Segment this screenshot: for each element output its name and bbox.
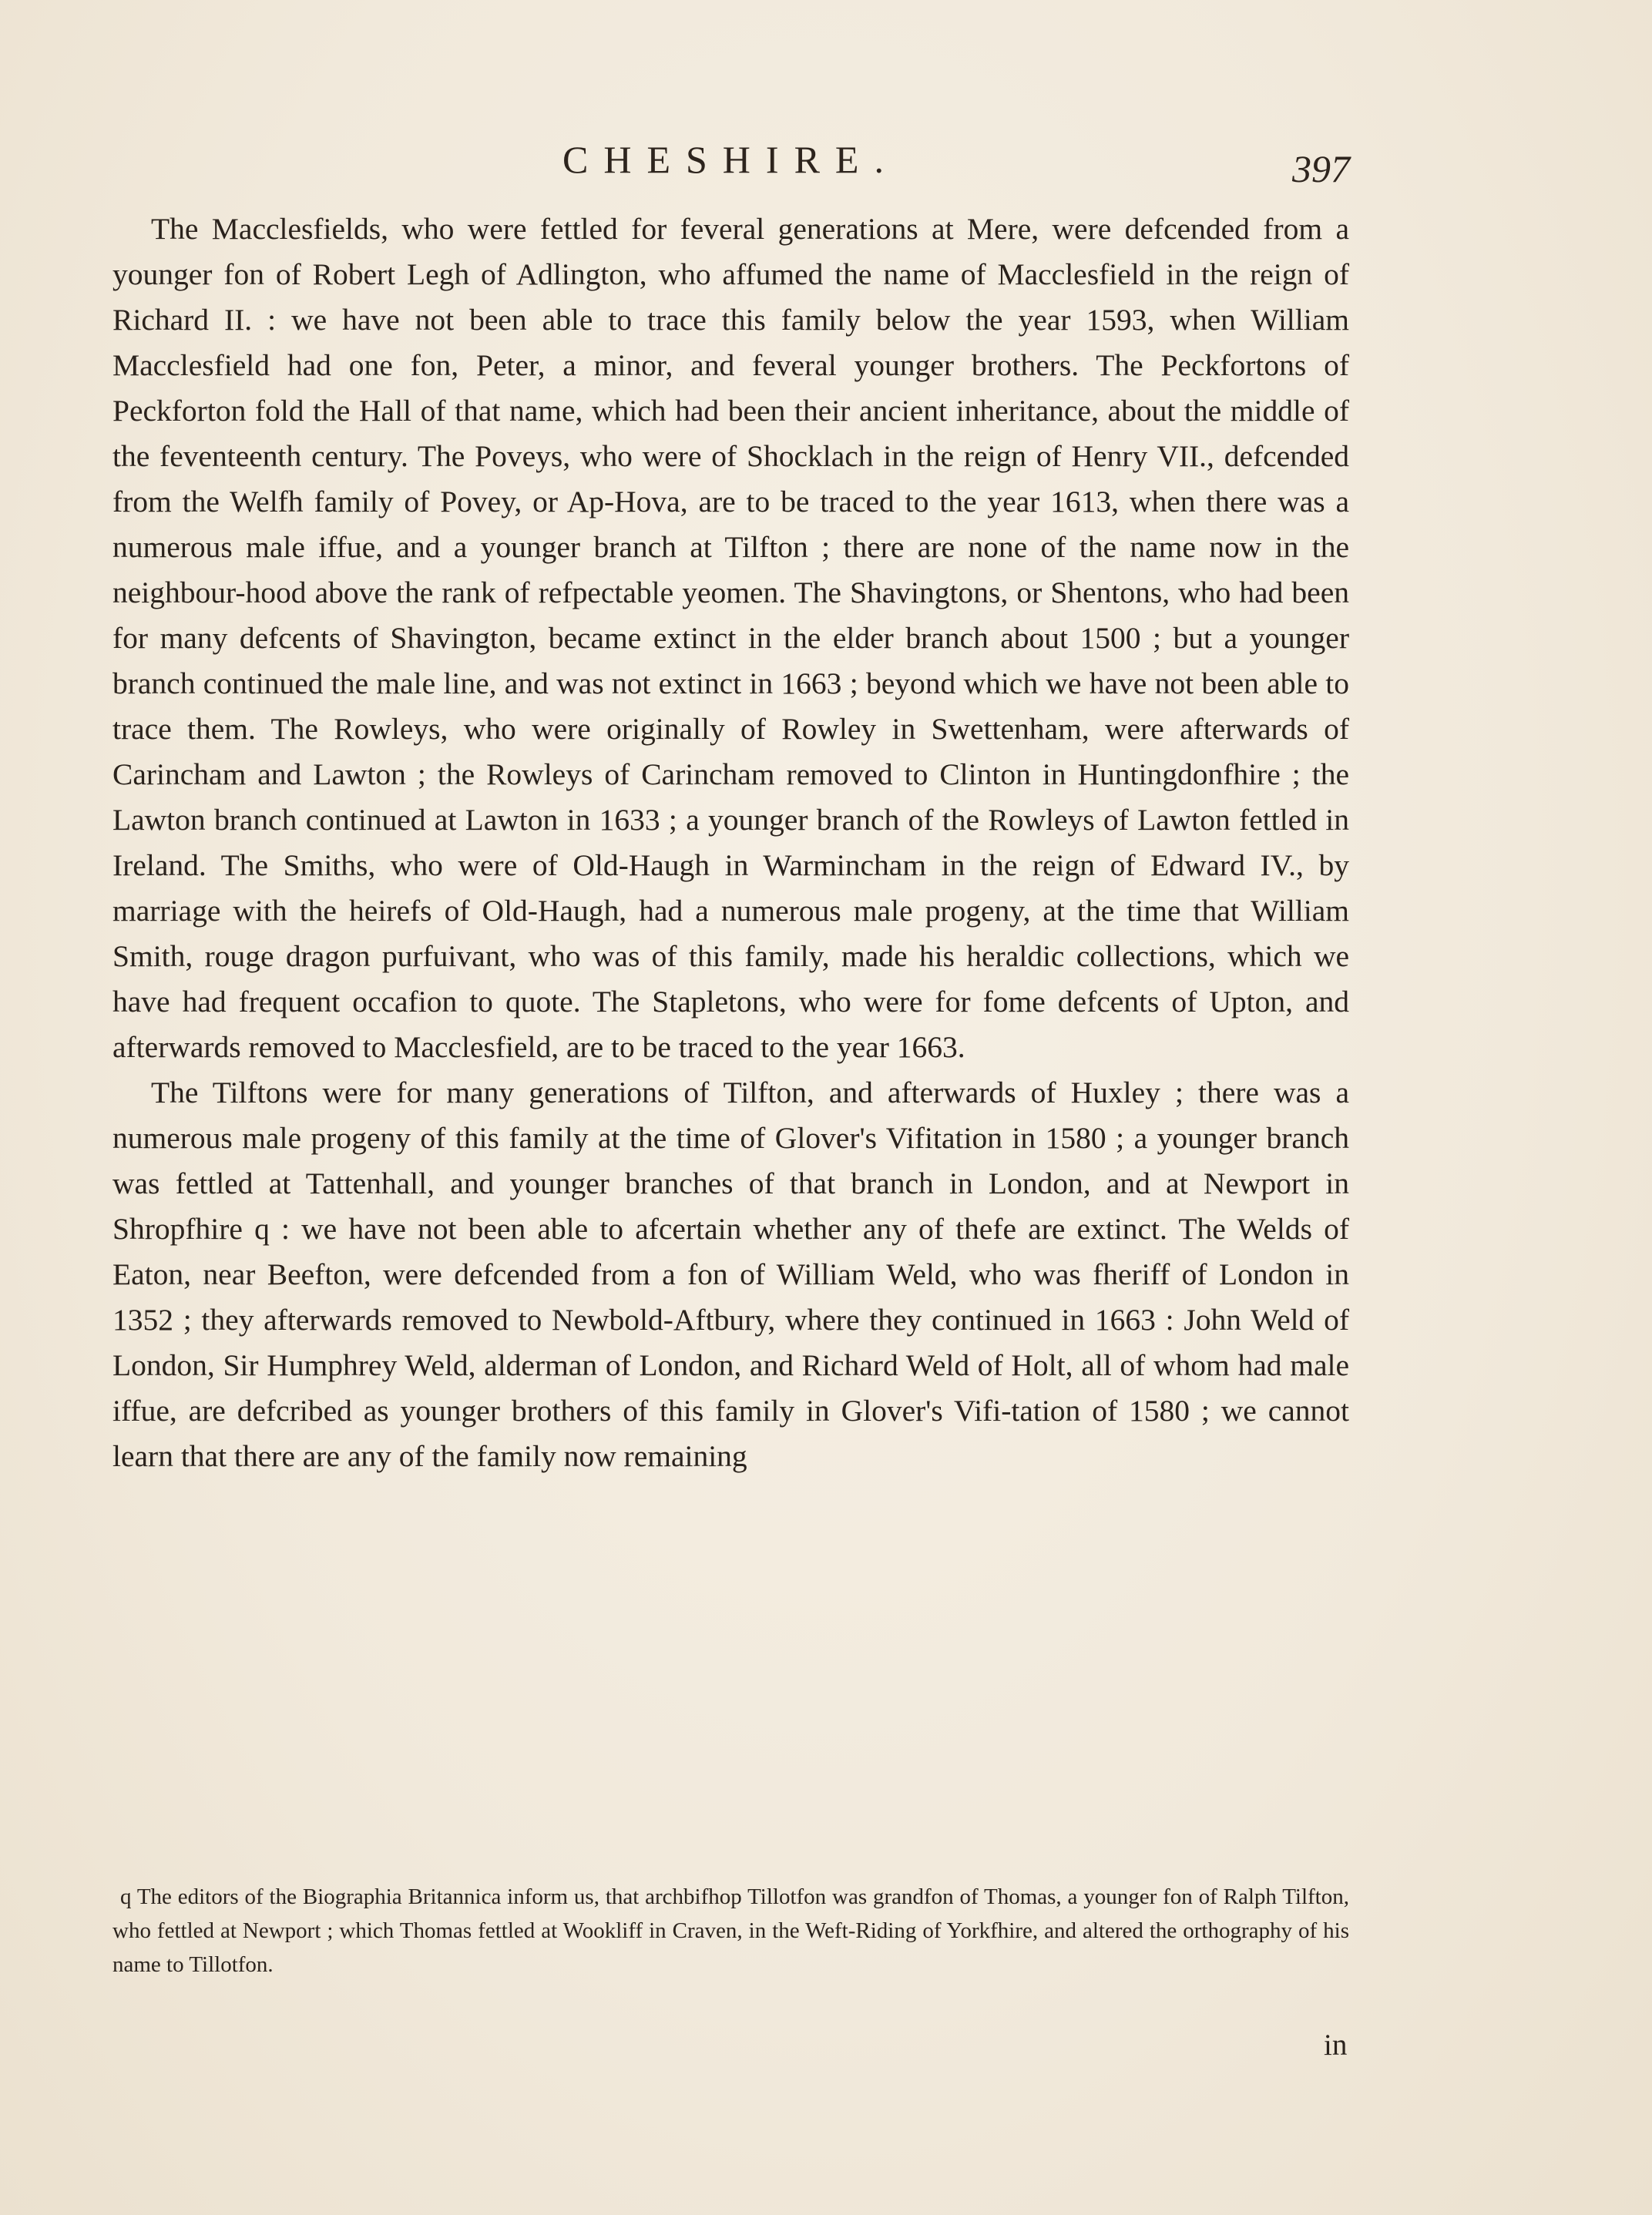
paragraph: The Macclesfields, who were fettled for feveral generations at Mere, were defcended from a younger fon of Robert Legh of Adlington, who affumed the name of Macclesfield in the reign of Richard II. : we have not been able to trace this family below the year 1593, when William Macclesfield had one fon, Peter, a minor, and feveral younger brothers. The Peckfortons of Peckforton fold the Hall of that name, which had been their ancient inheritance, about the middle of the feventeenth century. The Poveys, who were of Shocklach in the reign of Henry VII., defcended from the Welfh family of Povey, or Ap-Hova, are to be traced to the year 1613, when there was a numerous male iffue, and a younger branch at Tilfton ; there are none of the name now in the neighbour-hood above the rank of refpectable yeomen. The Shavingtons, or Shentons, who had been for many defcents of Shavington, became extinct in the elder branch about 1500 ; but a younger branch continued the male line, and was not extinct in 1663 ; beyond which we have not been able to trace them. The Rowleys, who were originally of Rowley in Swettenham, were afterwards of Carincham and Lawton ; the Rowleys of Carincham removed to Clinton in Huntingdonfhire ; the Lawton branch continued at Lawton in 1633 ; a younger branch of the Rowleys of Lawton fettled in Ireland. The Smiths, who were of Old-Haugh in Warmincham in the reign of Edward IV., by marriage with the heirefs of Old-Haugh, had a numerous male progeny, at the time that William Smith, rouge dragon purfuivant, who was of this family, made his heraldic collections, which we have had frequent occafion to quote. The Stapletons, who were for fome defcents of Upton, and afterwards removed to Macclesfield, are to be traced to the year 1663. xyxy=(112,212,1349,1064)
body-text xyxy=(112,206,1349,1479)
page-number: 397 xyxy=(1292,147,1350,190)
footnote xyxy=(112,1880,1349,1982)
running-title: CHESHIRE. xyxy=(562,138,899,181)
paragraph: The Tilftons were for many generations of Tilfton, and afterwards of Huxley ; there was a numerous male progeny of this family at the time of Glover's Vifitation in 1580 ; a younger branch was fettled at Tattenhall, and younger branches of that branch in London, and at Newport in Shropfhire q : we have not been able to afcertain whether any of thefe are extinct. The Welds of Eaton, near Beefton, were defcended from a fon of William Weld, who was fheriff of London in 1352 ; they afterwards removed to Newbold-Aftbury, where they continued in 1663 : John Weld of London, Sir Humphrey Weld, alderman of London, and Richard Weld of Holt, all of whom had male iffue, are defcribed as younger brothers of this family in Glover's Vifi-tation of 1580 ; we cannot learn that there are any of the family now remaining xyxy=(112,1076,1349,1473)
catchword: in xyxy=(1324,2029,1348,2062)
footnote-text: q The editors of the Biographia Britannica inform us, that archbifhop Tillotfon was grandfon of Thomas, a younger fon of Ralph Tilfton, who fettled at Newport ; which Thomas fettled at Wookliff in Craven, in the Weft-Riding of Yorkfhire, and altered the orthography of his name to Tillotfon. xyxy=(112,1884,1349,1977)
running-head xyxy=(0,137,1652,191)
